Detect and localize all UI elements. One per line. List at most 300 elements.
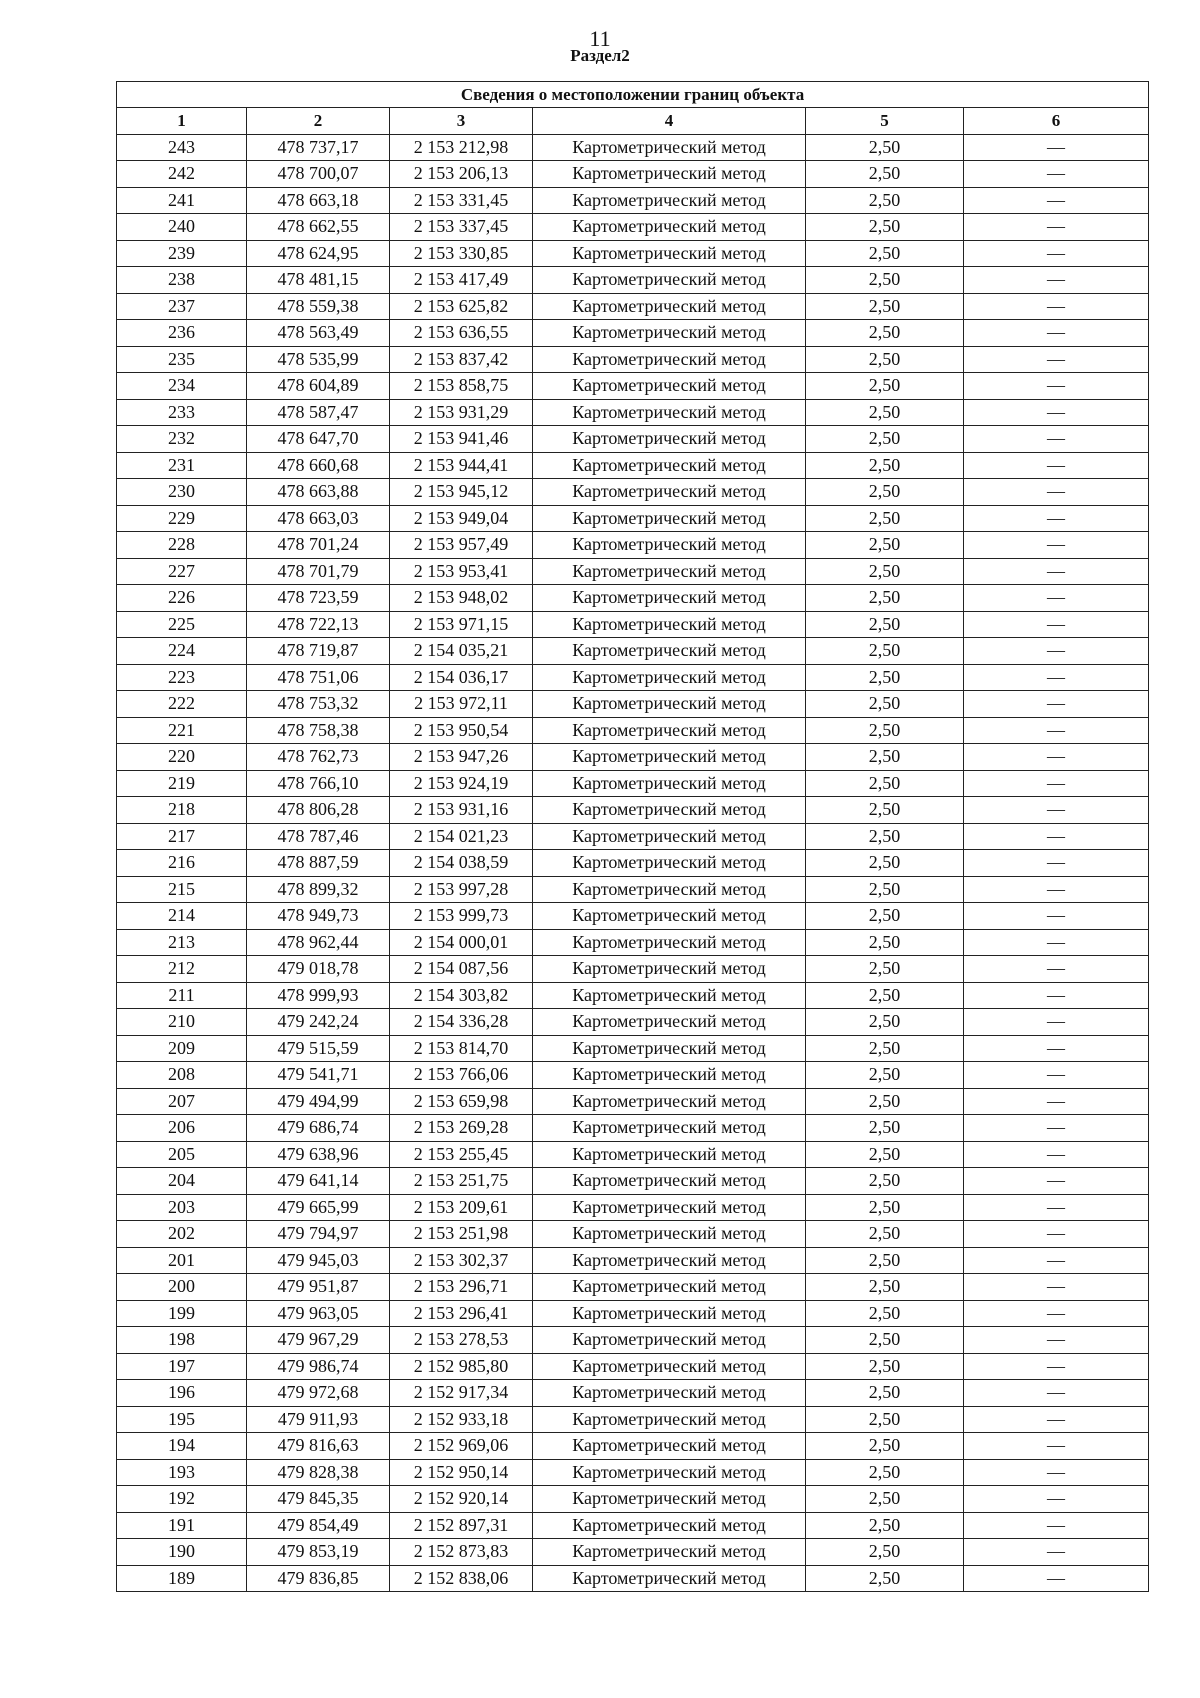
y-coordinate-cell: 2 153 212,98 bbox=[390, 134, 533, 161]
table-body bbox=[117, 134, 1149, 1592]
table-row bbox=[117, 1221, 1149, 1248]
description-cell: — bbox=[964, 1539, 1149, 1566]
y-coordinate-cell: 2 152 838,06 bbox=[390, 1565, 533, 1592]
method-cell: Картометрический метод bbox=[533, 1009, 806, 1036]
accuracy-cell: 2,50 bbox=[806, 1300, 964, 1327]
description-cell: — bbox=[964, 479, 1149, 506]
method-cell: Картометрический метод bbox=[533, 452, 806, 479]
accuracy-cell: 2,50 bbox=[806, 982, 964, 1009]
table-row bbox=[117, 134, 1149, 161]
method-cell: Картометрический метод bbox=[533, 929, 806, 956]
x-coordinate-cell: 478 663,88 bbox=[247, 479, 390, 506]
y-coordinate-cell: 2 153 766,06 bbox=[390, 1062, 533, 1089]
table-row bbox=[117, 240, 1149, 267]
accuracy-cell: 2,50 bbox=[806, 1141, 964, 1168]
table-caption: Сведения о местоположении границ объекта bbox=[117, 82, 1149, 108]
table-caption-row bbox=[117, 82, 1149, 108]
y-coordinate-cell: 2 153 206,13 bbox=[390, 161, 533, 188]
description-cell: — bbox=[964, 1433, 1149, 1460]
point-number-cell: 191 bbox=[117, 1512, 247, 1539]
method-cell: Картометрический метод bbox=[533, 134, 806, 161]
description-cell: — bbox=[964, 240, 1149, 267]
accuracy-cell: 2,50 bbox=[806, 823, 964, 850]
description-cell: — bbox=[964, 452, 1149, 479]
method-cell: Картометрический метод bbox=[533, 1221, 806, 1248]
table-row bbox=[117, 187, 1149, 214]
method-cell: Картометрический метод bbox=[533, 532, 806, 559]
description-cell: — bbox=[964, 1062, 1149, 1089]
y-coordinate-cell: 2 153 931,16 bbox=[390, 797, 533, 824]
table-row bbox=[117, 1274, 1149, 1301]
point-number-cell: 203 bbox=[117, 1194, 247, 1221]
method-cell: Картометрический метод bbox=[533, 1300, 806, 1327]
point-number-cell: 192 bbox=[117, 1486, 247, 1513]
point-number-cell: 224 bbox=[117, 638, 247, 665]
table-row bbox=[117, 823, 1149, 850]
x-coordinate-cell: 479 515,59 bbox=[247, 1035, 390, 1062]
x-coordinate-cell: 479 986,74 bbox=[247, 1353, 390, 1380]
point-number-cell: 241 bbox=[117, 187, 247, 214]
description-cell: — bbox=[964, 1353, 1149, 1380]
y-coordinate-cell: 2 153 941,46 bbox=[390, 426, 533, 453]
description-cell: — bbox=[964, 1565, 1149, 1592]
table-row bbox=[117, 558, 1149, 585]
description-cell: — bbox=[964, 797, 1149, 824]
x-coordinate-cell: 478 719,87 bbox=[247, 638, 390, 665]
method-cell: Картометрический метод bbox=[533, 770, 806, 797]
point-number-cell: 194 bbox=[117, 1433, 247, 1460]
accuracy-cell: 2,50 bbox=[806, 850, 964, 877]
accuracy-cell: 2,50 bbox=[806, 479, 964, 506]
method-cell: Картометрический метод bbox=[533, 426, 806, 453]
y-coordinate-cell: 2 154 036,17 bbox=[390, 664, 533, 691]
x-coordinate-cell: 478 787,46 bbox=[247, 823, 390, 850]
accuracy-cell: 2,50 bbox=[806, 1009, 964, 1036]
table-row bbox=[117, 1539, 1149, 1566]
y-coordinate-cell: 2 153 949,04 bbox=[390, 505, 533, 532]
method-cell: Картометрический метод bbox=[533, 1459, 806, 1486]
point-number-cell: 228 bbox=[117, 532, 247, 559]
point-number-cell: 231 bbox=[117, 452, 247, 479]
point-number-cell: 198 bbox=[117, 1327, 247, 1354]
accuracy-cell: 2,50 bbox=[806, 505, 964, 532]
point-number-cell: 201 bbox=[117, 1247, 247, 1274]
y-coordinate-cell: 2 153 296,71 bbox=[390, 1274, 533, 1301]
accuracy-cell: 2,50 bbox=[806, 956, 964, 983]
description-cell: — bbox=[964, 1221, 1149, 1248]
method-cell: Картометрический метод bbox=[533, 876, 806, 903]
description-cell: — bbox=[964, 611, 1149, 638]
table-row bbox=[117, 399, 1149, 426]
method-cell: Картометрический метод bbox=[533, 585, 806, 612]
column-header-4: 4 bbox=[533, 108, 806, 135]
method-cell: Картометрический метод bbox=[533, 850, 806, 877]
description-cell: — bbox=[964, 1141, 1149, 1168]
description-cell: — bbox=[964, 187, 1149, 214]
description-cell: — bbox=[964, 161, 1149, 188]
accuracy-cell: 2,50 bbox=[806, 1459, 964, 1486]
y-coordinate-cell: 2 154 000,01 bbox=[390, 929, 533, 956]
description-cell: — bbox=[964, 134, 1149, 161]
description-cell: — bbox=[964, 638, 1149, 665]
x-coordinate-cell: 479 686,74 bbox=[247, 1115, 390, 1142]
accuracy-cell: 2,50 bbox=[806, 638, 964, 665]
table-row bbox=[117, 770, 1149, 797]
method-cell: Картометрический метод bbox=[533, 691, 806, 718]
y-coordinate-cell: 2 152 917,34 bbox=[390, 1380, 533, 1407]
point-number-cell: 226 bbox=[117, 585, 247, 612]
x-coordinate-cell: 478 701,79 bbox=[247, 558, 390, 585]
description-cell: — bbox=[964, 1088, 1149, 1115]
accuracy-cell: 2,50 bbox=[806, 426, 964, 453]
accuracy-cell: 2,50 bbox=[806, 1062, 964, 1089]
y-coordinate-cell: 2 154 087,56 bbox=[390, 956, 533, 983]
table-row bbox=[117, 611, 1149, 638]
y-coordinate-cell: 2 153 337,45 bbox=[390, 214, 533, 241]
x-coordinate-cell: 478 887,59 bbox=[247, 850, 390, 877]
y-coordinate-cell: 2 153 659,98 bbox=[390, 1088, 533, 1115]
accuracy-cell: 2,50 bbox=[806, 1274, 964, 1301]
method-cell: Картометрический метод bbox=[533, 187, 806, 214]
description-cell: — bbox=[964, 558, 1149, 585]
accuracy-cell: 2,50 bbox=[806, 1327, 964, 1354]
y-coordinate-cell: 2 154 038,59 bbox=[390, 850, 533, 877]
point-number-cell: 223 bbox=[117, 664, 247, 691]
method-cell: Картометрический метод bbox=[533, 346, 806, 373]
x-coordinate-cell: 478 806,28 bbox=[247, 797, 390, 824]
column-header-1: 1 bbox=[117, 108, 247, 135]
y-coordinate-cell: 2 153 625,82 bbox=[390, 293, 533, 320]
method-cell: Картометрический метод bbox=[533, 1141, 806, 1168]
accuracy-cell: 2,50 bbox=[806, 797, 964, 824]
method-cell: Картометрический метод bbox=[533, 1062, 806, 1089]
accuracy-cell: 2,50 bbox=[806, 1565, 964, 1592]
y-coordinate-cell: 2 152 897,31 bbox=[390, 1512, 533, 1539]
section-title: Раздел2 bbox=[570, 46, 630, 65]
method-cell: Картометрический метод bbox=[533, 903, 806, 930]
accuracy-cell: 2,50 bbox=[806, 346, 964, 373]
x-coordinate-cell: 478 647,70 bbox=[247, 426, 390, 453]
boundary-table bbox=[116, 81, 1149, 1592]
description-cell: — bbox=[964, 691, 1149, 718]
x-coordinate-cell: 479 836,85 bbox=[247, 1565, 390, 1592]
x-coordinate-cell: 478 660,68 bbox=[247, 452, 390, 479]
method-cell: Картометрический метод bbox=[533, 1539, 806, 1566]
accuracy-cell: 2,50 bbox=[806, 399, 964, 426]
x-coordinate-cell: 478 604,89 bbox=[247, 373, 390, 400]
table-row bbox=[117, 1009, 1149, 1036]
point-number-cell: 200 bbox=[117, 1274, 247, 1301]
point-number-cell: 190 bbox=[117, 1539, 247, 1566]
accuracy-cell: 2,50 bbox=[806, 452, 964, 479]
y-coordinate-cell: 2 154 303,82 bbox=[390, 982, 533, 1009]
point-number-cell: 217 bbox=[117, 823, 247, 850]
y-coordinate-cell: 2 153 944,41 bbox=[390, 452, 533, 479]
table-row bbox=[117, 1565, 1149, 1592]
x-coordinate-cell: 478 624,95 bbox=[247, 240, 390, 267]
x-coordinate-cell: 479 018,78 bbox=[247, 956, 390, 983]
accuracy-cell: 2,50 bbox=[806, 1194, 964, 1221]
description-cell: — bbox=[964, 823, 1149, 850]
y-coordinate-cell: 2 152 985,80 bbox=[390, 1353, 533, 1380]
method-cell: Картометрический метод bbox=[533, 214, 806, 241]
x-coordinate-cell: 478 663,18 bbox=[247, 187, 390, 214]
accuracy-cell: 2,50 bbox=[806, 664, 964, 691]
point-number-cell: 196 bbox=[117, 1380, 247, 1407]
accuracy-cell: 2,50 bbox=[806, 876, 964, 903]
x-coordinate-cell: 479 242,24 bbox=[247, 1009, 390, 1036]
method-cell: Картометрический метод bbox=[533, 373, 806, 400]
description-cell: — bbox=[964, 1115, 1149, 1142]
method-cell: Картометрический метод bbox=[533, 1512, 806, 1539]
y-coordinate-cell: 2 152 873,83 bbox=[390, 1539, 533, 1566]
table-row bbox=[117, 1327, 1149, 1354]
y-coordinate-cell: 2 153 331,45 bbox=[390, 187, 533, 214]
method-cell: Картометрический метод bbox=[533, 982, 806, 1009]
point-number-cell: 216 bbox=[117, 850, 247, 877]
y-coordinate-cell: 2 153 971,15 bbox=[390, 611, 533, 638]
x-coordinate-cell: 479 972,68 bbox=[247, 1380, 390, 1407]
column-header-2: 2 bbox=[247, 108, 390, 135]
x-coordinate-cell: 478 700,07 bbox=[247, 161, 390, 188]
x-coordinate-cell: 479 494,99 bbox=[247, 1088, 390, 1115]
description-cell: — bbox=[964, 1380, 1149, 1407]
y-coordinate-cell: 2 153 924,19 bbox=[390, 770, 533, 797]
point-number-cell: 225 bbox=[117, 611, 247, 638]
table-row bbox=[117, 1194, 1149, 1221]
table-row bbox=[117, 1486, 1149, 1513]
accuracy-cell: 2,50 bbox=[806, 240, 964, 267]
method-cell: Картометрический метод bbox=[533, 1565, 806, 1592]
x-coordinate-cell: 478 563,49 bbox=[247, 320, 390, 347]
y-coordinate-cell: 2 153 957,49 bbox=[390, 532, 533, 559]
description-cell: — bbox=[964, 1009, 1149, 1036]
accuracy-cell: 2,50 bbox=[806, 1035, 964, 1062]
table-row bbox=[117, 797, 1149, 824]
description-cell: — bbox=[964, 1300, 1149, 1327]
accuracy-cell: 2,50 bbox=[806, 134, 964, 161]
x-coordinate-cell: 479 638,96 bbox=[247, 1141, 390, 1168]
point-number-cell: 210 bbox=[117, 1009, 247, 1036]
description-cell: — bbox=[964, 426, 1149, 453]
table-row bbox=[117, 1141, 1149, 1168]
method-cell: Картометрический метод bbox=[533, 638, 806, 665]
table-row bbox=[117, 293, 1149, 320]
description-cell: — bbox=[964, 320, 1149, 347]
accuracy-cell: 2,50 bbox=[806, 320, 964, 347]
table-row bbox=[117, 1300, 1149, 1327]
table-row bbox=[117, 1088, 1149, 1115]
table-row bbox=[117, 982, 1149, 1009]
accuracy-cell: 2,50 bbox=[806, 532, 964, 559]
table-row bbox=[117, 479, 1149, 506]
method-cell: Картометрический метод bbox=[533, 293, 806, 320]
x-coordinate-cell: 478 949,73 bbox=[247, 903, 390, 930]
point-number-cell: 193 bbox=[117, 1459, 247, 1486]
table-row bbox=[117, 373, 1149, 400]
y-coordinate-cell: 2 153 209,61 bbox=[390, 1194, 533, 1221]
description-cell: — bbox=[964, 293, 1149, 320]
method-cell: Картометрический метод bbox=[533, 744, 806, 771]
table-row bbox=[117, 638, 1149, 665]
y-coordinate-cell: 2 153 931,29 bbox=[390, 399, 533, 426]
table-row bbox=[117, 1035, 1149, 1062]
y-coordinate-cell: 2 153 999,73 bbox=[390, 903, 533, 930]
y-coordinate-cell: 2 153 858,75 bbox=[390, 373, 533, 400]
point-number-cell: 209 bbox=[117, 1035, 247, 1062]
method-cell: Картометрический метод bbox=[533, 1168, 806, 1195]
method-cell: Картометрический метод bbox=[533, 797, 806, 824]
point-number-cell: 235 bbox=[117, 346, 247, 373]
accuracy-cell: 2,50 bbox=[806, 293, 964, 320]
x-coordinate-cell: 478 758,38 bbox=[247, 717, 390, 744]
point-number-cell: 211 bbox=[117, 982, 247, 1009]
method-cell: Картометрический метод bbox=[533, 1486, 806, 1513]
point-number-cell: 204 bbox=[117, 1168, 247, 1195]
accuracy-cell: 2,50 bbox=[806, 691, 964, 718]
point-number-cell: 240 bbox=[117, 214, 247, 241]
table-row bbox=[117, 850, 1149, 877]
method-cell: Картометрический метод bbox=[533, 267, 806, 294]
x-coordinate-cell: 479 665,99 bbox=[247, 1194, 390, 1221]
accuracy-cell: 2,50 bbox=[806, 744, 964, 771]
y-coordinate-cell: 2 153 945,12 bbox=[390, 479, 533, 506]
point-number-cell: 234 bbox=[117, 373, 247, 400]
y-coordinate-cell: 2 152 933,18 bbox=[390, 1406, 533, 1433]
x-coordinate-cell: 478 962,44 bbox=[247, 929, 390, 956]
y-coordinate-cell: 2 153 269,28 bbox=[390, 1115, 533, 1142]
point-number-cell: 233 bbox=[117, 399, 247, 426]
x-coordinate-cell: 479 945,03 bbox=[247, 1247, 390, 1274]
accuracy-cell: 2,50 bbox=[806, 1353, 964, 1380]
method-cell: Картометрический метод bbox=[533, 240, 806, 267]
column-header-6: 6 bbox=[964, 108, 1149, 135]
x-coordinate-cell: 479 967,29 bbox=[247, 1327, 390, 1354]
method-cell: Картометрический метод bbox=[533, 1035, 806, 1062]
y-coordinate-cell: 2 153 278,53 bbox=[390, 1327, 533, 1354]
point-number-cell: 207 bbox=[117, 1088, 247, 1115]
accuracy-cell: 2,50 bbox=[806, 929, 964, 956]
x-coordinate-cell: 479 794,97 bbox=[247, 1221, 390, 1248]
accuracy-cell: 2,50 bbox=[806, 1539, 964, 1566]
accuracy-cell: 2,50 bbox=[806, 1088, 964, 1115]
accuracy-cell: 2,50 bbox=[806, 1247, 964, 1274]
method-cell: Картометрический метод bbox=[533, 1433, 806, 1460]
table-row bbox=[117, 1512, 1149, 1539]
table-row bbox=[117, 876, 1149, 903]
method-cell: Картометрический метод bbox=[533, 1247, 806, 1274]
table-row bbox=[117, 1353, 1149, 1380]
method-cell: Картометрический метод bbox=[533, 505, 806, 532]
point-number-cell: 213 bbox=[117, 929, 247, 956]
description-cell: — bbox=[964, 1247, 1149, 1274]
description-cell: — bbox=[964, 373, 1149, 400]
x-coordinate-cell: 478 587,47 bbox=[247, 399, 390, 426]
y-coordinate-cell: 2 153 302,37 bbox=[390, 1247, 533, 1274]
x-coordinate-cell: 479 828,38 bbox=[247, 1459, 390, 1486]
accuracy-cell: 2,50 bbox=[806, 717, 964, 744]
table-row bbox=[117, 664, 1149, 691]
table-row bbox=[117, 929, 1149, 956]
method-cell: Картометрический метод bbox=[533, 1115, 806, 1142]
method-cell: Картометрический метод bbox=[533, 479, 806, 506]
accuracy-cell: 2,50 bbox=[806, 1221, 964, 1248]
method-cell: Картометрический метод bbox=[533, 956, 806, 983]
description-cell: — bbox=[964, 1194, 1149, 1221]
table-row bbox=[117, 1459, 1149, 1486]
y-coordinate-cell: 2 152 969,06 bbox=[390, 1433, 533, 1460]
point-number-cell: 232 bbox=[117, 426, 247, 453]
x-coordinate-cell: 479 816,63 bbox=[247, 1433, 390, 1460]
x-coordinate-cell: 478 535,99 bbox=[247, 346, 390, 373]
table-row bbox=[117, 956, 1149, 983]
method-cell: Картометрический метод bbox=[533, 1353, 806, 1380]
method-cell: Картометрический метод bbox=[533, 717, 806, 744]
table-row bbox=[117, 1380, 1149, 1407]
y-coordinate-cell: 2 153 296,41 bbox=[390, 1300, 533, 1327]
table-row bbox=[117, 903, 1149, 930]
table-row bbox=[117, 1168, 1149, 1195]
x-coordinate-cell: 479 951,87 bbox=[247, 1274, 390, 1301]
y-coordinate-cell: 2 153 997,28 bbox=[390, 876, 533, 903]
point-number-cell: 230 bbox=[117, 479, 247, 506]
column-header-row bbox=[117, 108, 1149, 135]
accuracy-cell: 2,50 bbox=[806, 214, 964, 241]
y-coordinate-cell: 2 153 950,54 bbox=[390, 717, 533, 744]
method-cell: Картометрический метод bbox=[533, 558, 806, 585]
y-coordinate-cell: 2 153 255,45 bbox=[390, 1141, 533, 1168]
description-cell: — bbox=[964, 929, 1149, 956]
y-coordinate-cell: 2 153 953,41 bbox=[390, 558, 533, 585]
y-coordinate-cell: 2 152 950,14 bbox=[390, 1459, 533, 1486]
x-coordinate-cell: 478 766,10 bbox=[247, 770, 390, 797]
method-cell: Картометрический метод bbox=[533, 664, 806, 691]
x-coordinate-cell: 478 701,24 bbox=[247, 532, 390, 559]
y-coordinate-cell: 2 153 417,49 bbox=[390, 267, 533, 294]
table-row bbox=[117, 1115, 1149, 1142]
accuracy-cell: 2,50 bbox=[806, 187, 964, 214]
method-cell: Картометрический метод bbox=[533, 320, 806, 347]
accuracy-cell: 2,50 bbox=[806, 585, 964, 612]
description-cell: — bbox=[964, 664, 1149, 691]
x-coordinate-cell: 478 662,55 bbox=[247, 214, 390, 241]
column-header-3: 3 bbox=[390, 108, 533, 135]
table-row bbox=[117, 1062, 1149, 1089]
description-cell: — bbox=[964, 346, 1149, 373]
table-row bbox=[117, 320, 1149, 347]
point-number-cell: 227 bbox=[117, 558, 247, 585]
y-coordinate-cell: 2 152 920,14 bbox=[390, 1486, 533, 1513]
page-number: 11 bbox=[589, 26, 611, 51]
x-coordinate-cell: 479 845,35 bbox=[247, 1486, 390, 1513]
point-number-cell: 205 bbox=[117, 1141, 247, 1168]
accuracy-cell: 2,50 bbox=[806, 267, 964, 294]
point-number-cell: 229 bbox=[117, 505, 247, 532]
table-row bbox=[117, 1406, 1149, 1433]
method-cell: Картометрический метод bbox=[533, 1194, 806, 1221]
table-row bbox=[117, 585, 1149, 612]
description-cell: — bbox=[964, 1512, 1149, 1539]
x-coordinate-cell: 478 753,32 bbox=[247, 691, 390, 718]
accuracy-cell: 2,50 bbox=[806, 1486, 964, 1513]
x-coordinate-cell: 478 559,38 bbox=[247, 293, 390, 320]
y-coordinate-cell: 2 153 948,02 bbox=[390, 585, 533, 612]
description-cell: — bbox=[964, 982, 1149, 1009]
description-cell: — bbox=[964, 1035, 1149, 1062]
accuracy-cell: 2,50 bbox=[806, 1380, 964, 1407]
accuracy-cell: 2,50 bbox=[806, 1433, 964, 1460]
x-coordinate-cell: 478 762,73 bbox=[247, 744, 390, 771]
